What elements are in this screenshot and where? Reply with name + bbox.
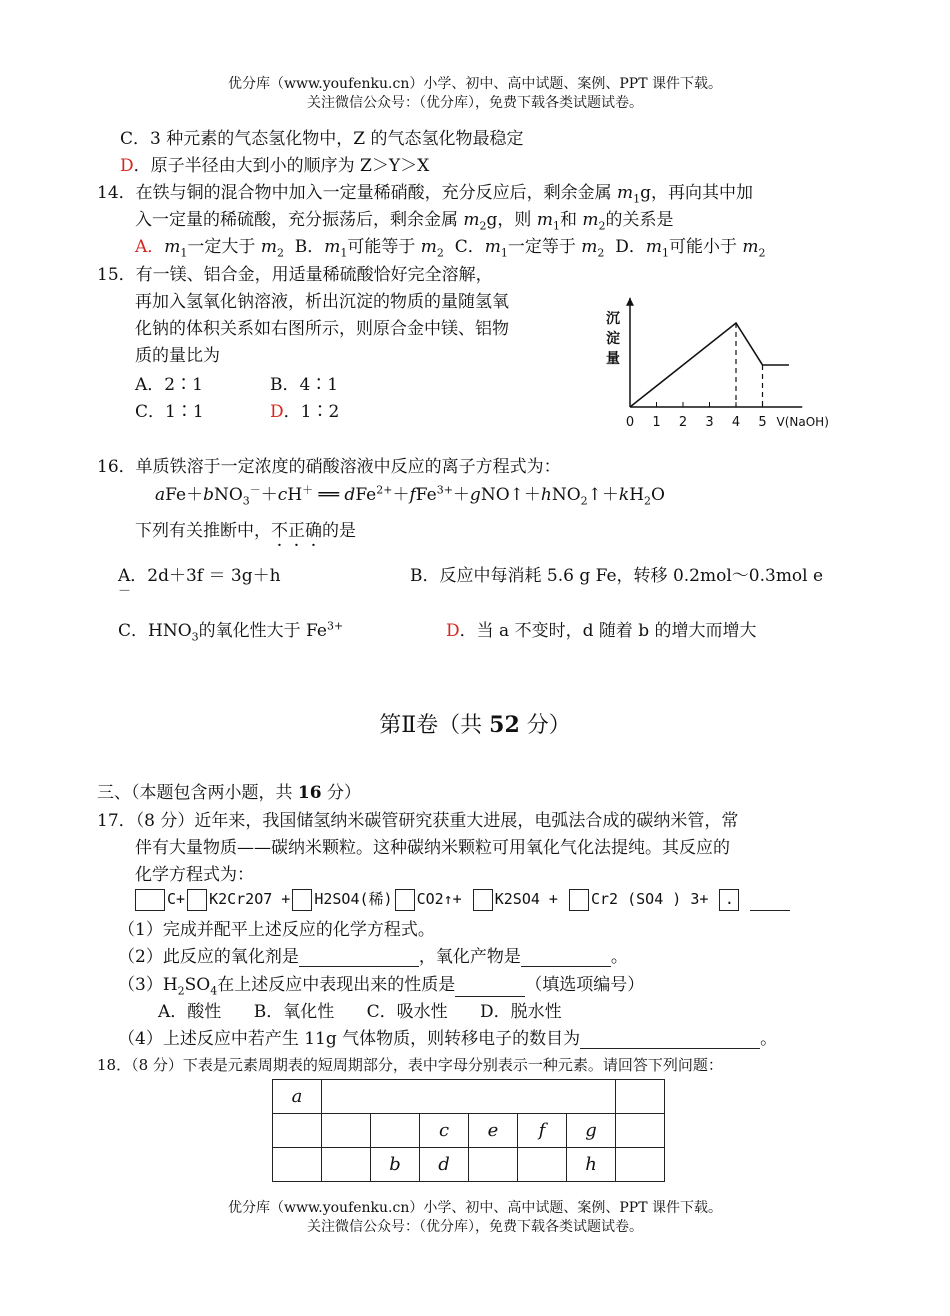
q14-text-2a: 入一定量的稀硫酸，充分振荡后，剩余金属 [135,210,464,230]
q15-line1 [97,260,493,285]
oxidant-blank[interactable] [299,946,419,967]
q15-option-a: A．2∶1 [135,375,203,395]
table-cell [322,1114,371,1148]
q15-option-d-text: ．1∶2 [283,402,340,422]
q17-sub3: $(3)H_2SO_4$在上述反应中表现出来的性质是 （填选项编号） [118,975,645,998]
q16-option-d [446,616,757,641]
q16-option-d-text: ．当 a 不变时，d 随着 b 的增大而增大 [459,621,757,641]
table-cell [420,1080,469,1114]
q17-eq-h2so4: H2SO4(稀) [314,890,393,908]
q16-option-c: C．$HNO_3$的氧化性大于 $Fe^{3+}$ [118,619,344,644]
page-header-line2: 关注微信公众号：（优分库），免费下载各类试题试卷。 [307,95,643,111]
q14-m-symbol: m [324,237,341,257]
table-cell [273,1114,322,1148]
q16-stem: 单质铁溶于一定浓度的硝酸溶液中反应的离子方程式为： [135,457,561,477]
q14-m-symbol: m [164,237,181,257]
coefficient-box[interactable] [135,889,165,911]
page-footer-line2: 关注微信公众号：（优分库），免费下载各类试题试卷。 [307,1219,643,1235]
q17-sub3-d: （填选项编号） [525,975,645,995]
q15-option-c: C．1∶1 [135,402,204,422]
q17-sub4 [118,1024,777,1049]
q16-prompt-negation: 确 [305,521,322,541]
q17-eq-co2: CO2↑+ [416,890,462,908]
q14-line1 [97,178,753,205]
q15-text-1: 有一镁、铝合金，用适量稀硫酸恰好完全溶解， [135,265,493,285]
part2-title-a: 第Ⅱ卷（共 [379,713,490,738]
q16-prompt [135,516,356,541]
periodic-table [272,1079,665,1182]
q13-option-c: C．3 种元素的气态氢化物中，Z 的气态氢化物最稳定 [120,129,524,149]
q15-line3: 化钠的体积关系如右图所示，则原合金中镁、铝物 [135,319,509,339]
q17-number: 17． [97,811,136,831]
q14-text-2c: 和 [559,210,583,230]
x-tick-label: 2 [678,415,688,430]
section3-score: 16 [297,783,322,803]
q14-sub: 1 [633,192,641,206]
coefficient-box[interactable] [187,889,207,911]
q14-m-symbol: m [420,237,437,257]
q18-number: 18． [97,1056,132,1074]
q14-sub: 1 [661,246,669,260]
q16-option-c-a: C．HNO [118,621,192,641]
section3-title [97,778,361,803]
precipitate-chart [600,265,860,435]
y-axis-label: 沉 [606,311,620,327]
q17-sub3-a: （3）H [118,975,178,995]
q17-equation [133,888,790,911]
table-cell [469,1148,518,1182]
coefficient-box[interactable] [395,889,415,911]
oxidation-product-blank[interactable] [521,946,611,967]
x-axis-label: V(NaOH) [776,415,829,429]
coefficient-box[interactable]: . [719,889,739,911]
x-tick-label: 0 [625,415,635,430]
table-cell [273,1148,322,1182]
q14-sub: 2 [598,219,606,233]
q17-eq-k2so4: K2SO4 + [494,890,558,908]
q14-sub: 2 [597,246,605,260]
q16-prompt-a: 下列有关推断中， [135,521,271,541]
y-axis-label: 淀 [606,331,620,347]
q16-number: 16． [97,457,136,477]
q16-option-c-b: 的氧化性大于 Fe [198,621,327,641]
q18-line1 [97,1054,723,1075]
table-cell [567,1080,616,1114]
part2-title-c: 分） [519,713,571,738]
electron-count-blank[interactable] [580,1028,760,1049]
q15-option-b: B．4∶1 [270,375,339,395]
q14-option-c: 一定等于 [507,237,582,257]
q14-option-b: 可能等于 [347,237,421,257]
q16-option-b-tail: － [118,584,132,599]
table-cell: c [420,1114,469,1148]
q14-m-symbol: m [742,237,759,257]
section3-title-c: 分） [321,783,361,803]
coefficient-box[interactable] [292,889,312,911]
part2-score: 52 [489,712,520,738]
q17-sub3-b: SO [184,975,211,995]
q15-option-d [270,397,339,422]
q16-option-d-letter: D [446,621,460,641]
q14-option-a: 一定大于 [187,237,261,257]
q14-option-d: 可能小于 [668,237,743,257]
table-cell: d [420,1148,469,1182]
x-tick-label: 1 [652,415,661,430]
q14-text-2d: 的关系是 [605,210,674,230]
q14-m-symbol: m [617,183,634,203]
q16-option-a: A．2d＋3f ＝ 3g＋h [118,566,281,586]
q14-sub: 2 [479,219,487,233]
x-tick-label: 4 [731,415,741,430]
series-line [630,323,789,407]
q14-option-b-letter: B． [294,237,325,257]
q14-sub: 1 [500,246,508,260]
q17-sub2-b: ，氧化产物是 [418,947,521,967]
q15-number: 15． [97,265,136,285]
q14-m-symbol: m [582,210,599,230]
table-cell: b [371,1148,420,1182]
q14-text-2b: g，则 [486,210,537,230]
q14-sub: 1 [180,246,188,260]
table-cell [518,1148,567,1182]
coefficient-box[interactable] [569,889,589,911]
y-axis-label: 量 [606,351,620,367]
q17-sub1: （1）完成并配平上述反应的化学方程式。 [118,920,435,940]
q14-sub: 2 [758,246,766,260]
q14-sub: 1 [340,246,348,260]
page-footer-line1: 优分库（www.youfenku.cn）小学、初中、高中试题、案例、PPT 课件下载。 [227,1200,722,1216]
q14-m-symbol: m [645,237,662,257]
table-row [273,1148,665,1182]
q14-m-symbol: m [260,237,277,257]
q17-line1 [97,806,738,831]
x-tick-label: 5 [758,415,767,430]
q14-option-a-letter: A． [135,237,165,257]
table-cell [322,1148,371,1182]
q17-eq-cr2so43: Cr2 (SO4 ) 3+ [591,890,709,908]
q13-option-d-text: ．原子半径由大到小的顺序为 Z＞Y＞X [133,156,430,176]
coefficient-box[interactable] [473,889,493,911]
q14-option-c-letter: C． [454,237,485,257]
table-row [273,1114,665,1148]
q16-option-b: B．反应中每消耗 5.6 g Fe，转移 0.2mol～0.3mol e [410,566,824,586]
q14-sub: 2 [436,246,444,260]
q14-option-d-letter: D． [615,237,646,257]
q18-text: （8 分）下表是元素周期表的短周期部分，表中字母分别表示一种元素。请回答下列问题： [131,1056,723,1074]
q17-eq-k2cr2o7: K2Cr2O7 + [209,890,291,908]
table-cell: h [567,1148,616,1182]
q16-ionic-equation: aFe＋bNO$_3$－＋cH＋ ══ $dFe^{2+}+fFe^{3+}+gNO↑+hNO_2↑+kH_2O$ [155,483,665,508]
table-cell [616,1148,665,1182]
q17-sub4-a: （4）上述反应中若产生 11g 气体物质，则转移电子的数目为 [118,1029,581,1049]
x-tick-label: 3 [705,415,714,430]
table-row [273,1080,665,1114]
table-cell [518,1080,567,1114]
table-cell [616,1080,665,1114]
q17-sub2-c: 。 [610,947,628,967]
q16-prompt-negation: 不 [271,521,288,541]
q14-options [135,232,766,259]
q14-text-1a: 在铁与铜的混合物中加入一定量稀硝酸，充分反应后，剩余金属 [135,183,618,203]
q17-eq-c: C+ [167,890,186,908]
q14-m-symbol: m [463,210,480,230]
q17-sub3-c: 在上述反应中表现出来的性质是 [217,975,456,995]
q16-line1 [97,452,561,477]
part2-title [0,708,950,739]
q17-text-1: （8 分）近年来，我国储氢纳米碳管研究获重大进展，电弧法合成的碳纳米管，常 [135,811,739,831]
y-axis-arrow [626,298,634,306]
q17-line3: 化学方程式为： [135,865,254,885]
q17-sub2-a: （2）此反应的氧化剂是 [118,947,299,967]
q15-line4: 质的量比为 [135,346,220,366]
table-cell [322,1080,371,1114]
table-cell [469,1080,518,1114]
q16-prompt-b: 的是 [322,521,356,541]
q14-sub: 2 [276,246,284,260]
table-cell: f [518,1114,567,1148]
q17-line2: 伴有大量物质——碳纳米颗粒。这种碳纳米颗粒可用氧化气化法提纯。其反应的 [135,838,730,858]
q16-prompt-negation: 正 [288,521,305,541]
q15-option-d-letter: D [270,402,284,422]
q17-sub3-options: A．酸性 B．氧化性 C．吸水性 D．脱水性 [158,1002,562,1022]
q14-m-symbol: m [484,237,501,257]
q13-option-d-letter: D [120,156,134,176]
q14-sub: 1 [552,219,560,233]
q14-number: 14． [97,183,136,203]
q14-m-symbol: m [536,210,553,230]
page-header-line1: 优分库（www.youfenku.cn）小学、初中、高中试题、案例、PPT 课件下载。 [227,76,722,92]
table-cell [371,1114,420,1148]
q14-text-1b: g，再向其中加 [640,183,754,203]
q13-option-d [120,151,429,176]
q17-sub4-b: 。 [760,1029,778,1049]
q17-sub2 [118,942,628,967]
table-cell: g [567,1114,616,1148]
property-blank[interactable] [455,976,525,997]
product-blank[interactable] [750,892,790,911]
table-cell: a [273,1080,322,1114]
q14-m-symbol: m [581,237,598,257]
table-cell: e [469,1114,518,1148]
q14-line2 [135,205,673,232]
table-cell [371,1080,420,1114]
section3-title-a: 三、（本题包含两小题，共 [97,783,298,803]
q15-line2: 再加入氢氧化钠溶液，析出沉淀的物质的量随氢氧 [135,292,509,312]
table-cell [616,1114,665,1148]
